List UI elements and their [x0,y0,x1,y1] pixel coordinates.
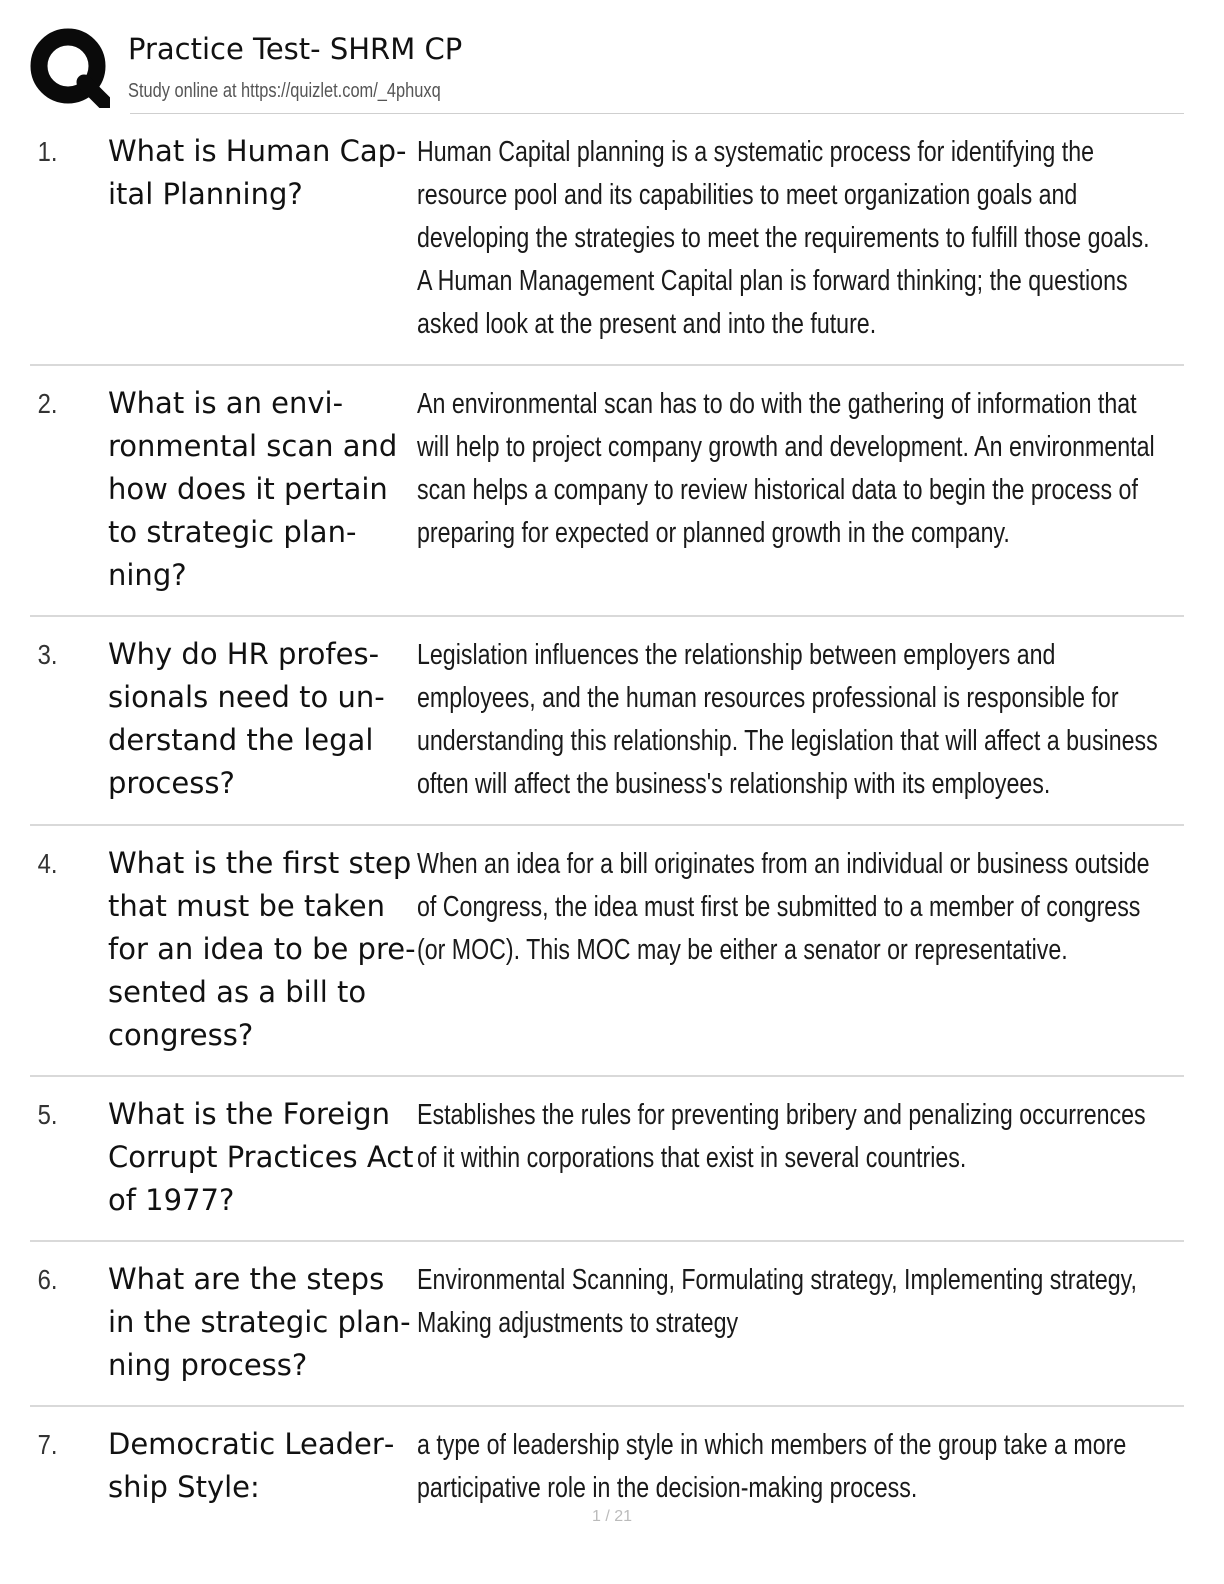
page-header [30,28,1190,114]
card-term: Why do HR professionals need to understand the legal process? [108,637,385,800]
flashcard-row [30,366,1184,617]
card-number: 1. [37,136,58,167]
card-number: 3. [37,639,58,670]
card-definition: Environmental Scanning, Formulating strategy, Implementing strategy, Making adjustments to strategy [417,1264,1137,1339]
page-title: Practice Test- SHRM CP [128,32,463,66]
flashcard-row [30,1077,1184,1242]
card-number: 5. [37,1099,58,1130]
card-definition: Legislation influences the relationship between employers and employees, and the human resources professional is responsible for understanding this relationship. The legislation that will affect a business often will affect the business's relationship with its employees. [417,639,1158,800]
page-number: 1 / 21 [591,1508,633,1525]
card-term: What is the first step that must be taken for an idea to be presented as a bill to congress? [108,846,416,1052]
flashcard-row [30,114,1184,366]
flashcard-row [30,826,1184,1077]
flashcard-row [30,617,1184,826]
flashcard-row [30,1242,1184,1407]
flashcard-list [30,114,1184,1528]
card-number: 2. [37,388,58,419]
card-definition: a type of leadership style in which members of the group take a more participative role in the decision-making process. [417,1429,1127,1504]
card-number: 7. [37,1429,58,1460]
card-definition: Establishes the rules for preventing bribery and penalizing occurrences of it within corporations that exist in several countries. [417,1099,1146,1174]
card-term: Democratic Leadership Style: [108,1427,395,1504]
card-term: What are the steps in the strategic planning process? [108,1262,411,1382]
quizlet-logo-icon [30,28,110,108]
card-definition: When an idea for a bill originates from an individual or business outside of Congress, the idea must first be submitted to a member of congress (or MOC). This MOC may be either a senator or representative. [417,848,1150,966]
card-number: 4. [37,848,58,879]
card-term: What is an environmental scan and how does it pertain to strategic planning? [108,386,398,592]
card-number: 6. [37,1264,58,1295]
card-term: What is Human Capital Planning? [108,134,407,211]
study-online-link[interactable]: Study online at https://quizlet.com/_4phuxq [128,80,441,102]
card-term: What is the Foreign Corrupt Practices Act of 1977? [108,1097,414,1217]
card-definition: Human Capital planning is a systematic process for identifying the resource pool and its capabilities to meet organization goals and developing the strategies to meet the requirements to fulfill those goals. A Human Management Capital plan is forward thinking; the questions asked look at the present and into the future. [417,136,1150,340]
card-definition: An environmental scan has to do with the gathering of information that will help to project company growth and development. An environmental scan helps a company to review historical data to begin the process of preparing for expected or planned growth in the company. [417,388,1155,549]
